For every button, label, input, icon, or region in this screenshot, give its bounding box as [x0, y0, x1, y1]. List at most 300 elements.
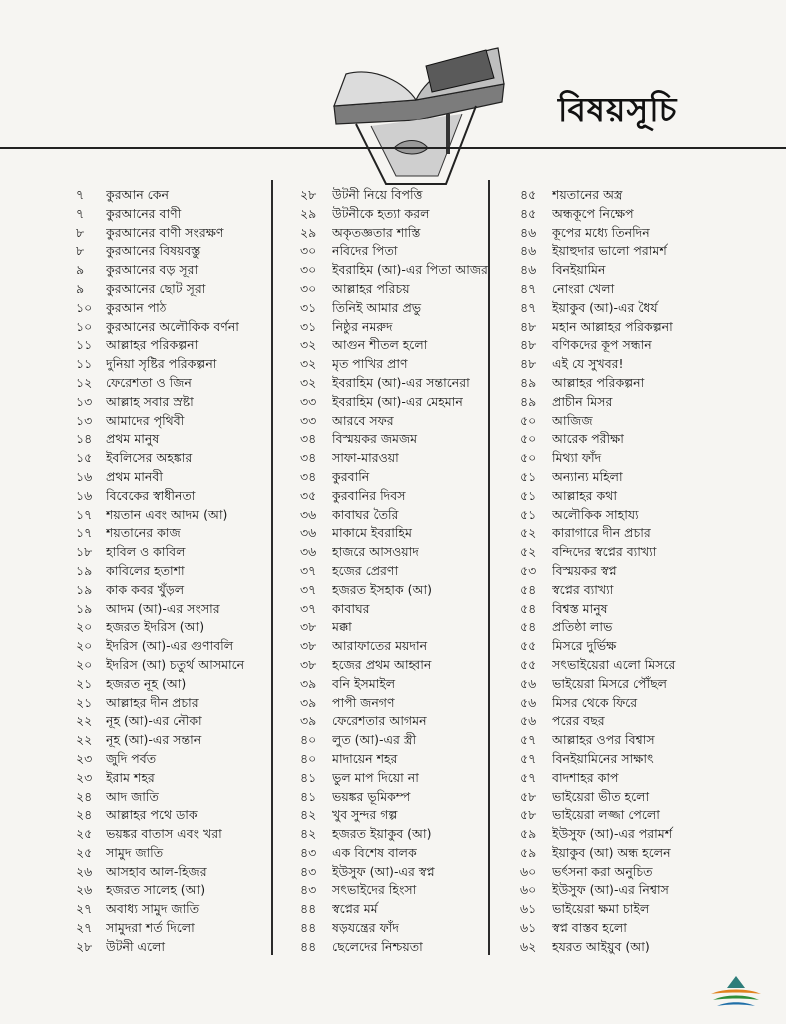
- page-number: ২৮: [76, 938, 93, 954]
- entry-title: ইবরাহিম (আ)-এর মেহমান: [332, 393, 463, 409]
- page-number: ৫৪: [520, 619, 537, 635]
- page-number: ২৫: [76, 844, 93, 860]
- entry-title: উটনীকে হত্যা করল: [332, 205, 430, 221]
- toc-entry: [76, 863, 316, 882]
- entry-title: ইয়াকুব (আ)-এর ধৈর্য: [552, 299, 658, 315]
- page-number: ৩৪: [300, 431, 317, 447]
- toc-entry: [300, 825, 540, 844]
- page-number: ৯: [76, 262, 85, 278]
- page-number: ৫৬: [520, 694, 537, 710]
- toc-entry: [300, 224, 540, 243]
- page-number: ৪৮: [520, 356, 537, 372]
- toc-entry: [300, 881, 540, 900]
- entry-title: আল্লাহর পরিকল্পনা: [552, 374, 645, 390]
- page-number: ২৯: [300, 205, 317, 221]
- page-number: ৪৮: [520, 337, 537, 353]
- page-number: ৫৫: [520, 638, 537, 654]
- header-rule: [0, 147, 786, 149]
- entry-title: কুরআন পাঠ: [106, 299, 167, 315]
- page-number: ৫৪: [520, 600, 537, 616]
- toc-entry: [300, 581, 540, 600]
- page-number: ৫২: [520, 544, 537, 560]
- page-number: ৪৪: [300, 938, 317, 954]
- toc-entry: [520, 600, 760, 619]
- toc-entry: [520, 430, 760, 449]
- page-number: ৮: [76, 243, 85, 259]
- toc-entry: [76, 694, 316, 713]
- toc-entry: [300, 562, 540, 581]
- toc-entry: [520, 449, 760, 468]
- page-number: ৪২: [300, 807, 317, 823]
- toc-entry: [520, 731, 760, 750]
- entry-title: অলৌকিক সাহায্য: [552, 506, 639, 522]
- entry-title: ইয়াকুব (আ) অন্ধ হলেন: [552, 844, 671, 860]
- toc-entry: [76, 393, 316, 412]
- entry-title: কুরআনের অলৌকিক বর্ণনা: [106, 318, 239, 334]
- entry-title: শয়তানের কাজ: [106, 525, 181, 541]
- toc-entry: [76, 731, 316, 750]
- page-number: ২৬: [76, 882, 93, 898]
- toc-entry: [520, 919, 760, 938]
- page-number: ৩৬: [300, 525, 317, 541]
- toc-entry: [76, 468, 316, 487]
- entry-title: আরবে সফর: [332, 412, 394, 428]
- toc-entry: [76, 675, 316, 694]
- page-number: ৭: [76, 187, 85, 202]
- entry-title: ইউসুফ (আ)-এর স্বপ্ন: [332, 863, 435, 879]
- entry-title: সৎভাইদের হিংসা: [332, 882, 417, 898]
- page-number: ২০: [76, 656, 93, 672]
- toc-column-2: [300, 186, 540, 957]
- page-number: ৭: [76, 205, 85, 221]
- page-number: ৩৯: [300, 713, 317, 729]
- toc-entry: [76, 487, 316, 506]
- page-number: ৮: [76, 224, 85, 240]
- entry-title: কাবাঘর: [332, 600, 370, 616]
- entry-title: সামুদরা শর্ত দিলো: [106, 920, 195, 936]
- toc-entry: [520, 205, 760, 224]
- page-number: ১৩: [76, 393, 93, 409]
- toc-entry: [520, 186, 760, 205]
- entry-title: জুদি পর্বত: [106, 750, 157, 766]
- entry-title: সৎভাইয়েরা এলো মিসরে: [552, 656, 676, 672]
- toc-entry: [520, 393, 760, 412]
- entry-title: কুরআন কেন: [106, 187, 169, 202]
- entry-title: পাপী জনগণ: [332, 694, 395, 710]
- toc-entry: [300, 336, 540, 355]
- toc-entry: [300, 506, 540, 525]
- entry-title: স্বপ্নের মর্ম: [332, 901, 378, 917]
- entry-title: সাফা-মারওয়া: [332, 450, 399, 466]
- toc-entry: [520, 900, 760, 919]
- toc-entry: [300, 806, 540, 825]
- page-number: ৩৭: [300, 562, 317, 578]
- entry-title: নূহ (আ)-এর সন্তান: [106, 732, 202, 748]
- toc-entry: [520, 581, 760, 600]
- entry-title: মক্কা: [332, 619, 352, 635]
- toc-entry: [76, 938, 316, 957]
- page-number: ১৯: [76, 600, 93, 616]
- toc-entry: [520, 412, 760, 431]
- page-number: ৩২: [300, 374, 317, 390]
- page-number: ১০: [76, 318, 93, 334]
- page-number: ১৫: [76, 450, 93, 466]
- entry-title: ইউসুফ (আ)-এর নিশ্বাস: [552, 882, 669, 898]
- entry-title: মিসরে দুর্ভিক্ষ: [552, 638, 617, 654]
- page-number: ৩১: [300, 318, 317, 334]
- page-number: ১৬: [76, 487, 93, 503]
- page-number: ২১: [76, 694, 93, 710]
- toc-entry: [300, 374, 540, 393]
- page-number: ৫১: [520, 468, 537, 484]
- page-number: ৬১: [520, 920, 537, 936]
- toc-entry: [520, 863, 760, 882]
- toc-entry: [520, 543, 760, 562]
- toc-entry: [300, 280, 540, 299]
- toc-entry: [76, 712, 316, 731]
- toc-entry: [76, 374, 316, 393]
- page-number: ৬০: [520, 882, 537, 898]
- entry-title: ইরাম শহর: [106, 769, 155, 785]
- page-number: ২২: [76, 732, 93, 748]
- page-number: ১৪: [76, 431, 93, 447]
- toc-entry: [76, 280, 316, 299]
- toc-entry: [300, 543, 540, 562]
- entry-title: ইয়াহুদার ভালো পরামর্শ: [552, 243, 667, 259]
- page-number: ৪৩: [300, 844, 317, 860]
- toc-entry: [300, 750, 540, 769]
- page-number: ২৭: [76, 901, 93, 917]
- toc-entry: [520, 637, 760, 656]
- toc-entry: [300, 205, 540, 224]
- toc-entry: [76, 581, 316, 600]
- page-title: বিষয়সূচি: [558, 90, 678, 129]
- toc-entry: [300, 618, 540, 637]
- toc-column-3: [520, 186, 760, 957]
- page-number: ৫৬: [520, 675, 537, 691]
- toc-entry: [76, 299, 316, 318]
- entry-title: কাবাঘর তৈরি: [332, 506, 399, 522]
- page-number: ৫৯: [520, 826, 537, 842]
- entry-title: হজরত ইয়াকুব (আ): [332, 826, 432, 842]
- page-number: ৪৭: [520, 280, 537, 296]
- entry-title: নূহ (আ)-এর নৌকা: [106, 713, 202, 729]
- entry-title: নোংরা খেলা: [552, 280, 615, 296]
- entry-title: তিনিই আমার প্রভু: [332, 299, 422, 315]
- entry-title: অবাধ্য সামুদ জাতি: [106, 901, 200, 917]
- page-number: ৩২: [300, 337, 317, 353]
- page-number: ৫৩: [520, 562, 537, 578]
- page-number: ২৫: [76, 826, 93, 842]
- entry-title: ইবরাহিম (আ)-এর সন্তানেরা: [332, 374, 470, 390]
- toc-entry: [300, 900, 540, 919]
- page-number: ২০: [76, 638, 93, 654]
- page-number: ৪৩: [300, 882, 317, 898]
- toc-entry: [76, 750, 316, 769]
- page-number: ২২: [76, 713, 93, 729]
- toc-entry: [76, 430, 316, 449]
- toc-entry: [76, 806, 316, 825]
- toc-entry: [76, 543, 316, 562]
- page-number: ৫৭: [520, 750, 537, 766]
- toc-entry: [520, 318, 760, 337]
- toc-entry: [76, 506, 316, 525]
- page-number: ৩৯: [300, 675, 317, 691]
- entry-title: হজরত ইদরিস (আ): [106, 619, 205, 635]
- toc-entry: [76, 449, 316, 468]
- page-number: ৩২: [300, 356, 317, 372]
- page-number: ৩০: [300, 243, 317, 259]
- entry-title: উটনী এলো: [106, 938, 166, 954]
- entry-title: আল্লাহর পরিকল্পনা: [106, 337, 199, 353]
- page-number: ৪৪: [300, 901, 317, 917]
- page-number: ৪৫: [520, 187, 537, 202]
- toc-entry: [520, 261, 760, 280]
- toc-entry: [520, 299, 760, 318]
- entry-title: কারাগারে দীন প্রচার: [552, 525, 651, 541]
- entry-title: মিথ্যা ফাঁদ: [552, 450, 602, 466]
- page-number: ৩৪: [300, 450, 317, 466]
- page-number: ৫০: [520, 450, 537, 466]
- page-number: ৩৮: [300, 619, 317, 635]
- page-number: ১৩: [76, 412, 93, 428]
- entry-title: উটনী নিয়ে বিপত্তি: [332, 187, 423, 202]
- entry-title: হজের প্রথম আহ্বান: [332, 656, 432, 672]
- toc-entry: [520, 487, 760, 506]
- entry-title: বন্দিদের স্বপ্নের ব্যাখ্যা: [552, 544, 657, 560]
- toc-entry: [300, 637, 540, 656]
- page-number: ২৪: [76, 788, 93, 804]
- page-number: ২৪: [76, 807, 93, 823]
- toc-entry: [520, 750, 760, 769]
- entry-title: ইউসুফ (আ)-এর পরামর্শ: [552, 826, 673, 842]
- entry-title: কুরআনের বাণী: [106, 205, 182, 221]
- entry-title: ভাইয়েরা ভীত হলো: [552, 788, 650, 804]
- toc-entry: [300, 468, 540, 487]
- toc-entry: [76, 600, 316, 619]
- toc-entry: [300, 393, 540, 412]
- entry-title: কাবিলের হতাশা: [106, 562, 185, 578]
- page-number: ৪৯: [520, 393, 537, 409]
- entry-title: ইবরাহিম (আ)-এর পিতা আজর: [332, 262, 488, 278]
- page-number: ৫৬: [520, 713, 537, 729]
- entry-title: খুব সুন্দর গল্প: [332, 807, 398, 823]
- page-number: ২৭: [76, 920, 93, 936]
- toc-entry: [300, 600, 540, 619]
- entry-title: আল্লাহর দীন প্রচার: [106, 694, 199, 710]
- entry-title: হজের প্রেরণা: [332, 562, 399, 578]
- toc-entry: [520, 694, 760, 713]
- page-number: ৩৯: [300, 694, 317, 710]
- toc-entry: [76, 355, 316, 374]
- toc-entry: [300, 788, 540, 807]
- toc-entry: [300, 355, 540, 374]
- page-number: ৪৩: [300, 863, 317, 879]
- entry-title: আমাদের পৃথিবী: [106, 412, 185, 428]
- entry-title: আদম (আ)-এর সংসার: [106, 600, 220, 616]
- page-number: ৫১: [520, 506, 537, 522]
- entry-title: কুরবানি: [332, 468, 370, 484]
- toc-entry: [76, 788, 316, 807]
- toc-entry: [76, 881, 316, 900]
- entry-title: মাদায়েন শহর: [332, 750, 398, 766]
- toc-entry: [300, 844, 540, 863]
- toc-entry: [300, 449, 540, 468]
- entry-title: বণিকদের কূপ সন্ধান: [552, 337, 652, 353]
- toc-entry: [300, 412, 540, 431]
- toc-entry: [520, 336, 760, 355]
- entry-title: দুনিয়া সৃষ্টির পরিকল্পনা: [106, 356, 217, 372]
- entry-title: প্রথম মানুষ: [106, 431, 160, 447]
- toc-entry: [520, 280, 760, 299]
- entry-title: কুরআনের বাণী সংরক্ষণ: [106, 224, 224, 240]
- entry-title: হজরত সালেহ (আ): [106, 882, 206, 898]
- entry-title: বিশ্বস্ত মানুষ: [552, 600, 608, 616]
- page-number: ২৮: [300, 187, 317, 202]
- entry-title: আল্লাহর ওপর বিশ্বাস: [552, 732, 655, 748]
- entry-title: প্রতিষ্ঠা লাভ: [552, 619, 613, 635]
- toc-entry: [300, 487, 540, 506]
- page-number: ৪৪: [300, 920, 317, 936]
- entry-title: ভাইয়েরা ক্ষমা চাইল: [552, 901, 650, 917]
- entry-title: হাবিল ও কাবিল: [106, 544, 186, 560]
- toc-entry: [520, 788, 760, 807]
- entry-title: স্বপ্নের ব্যাখ্যা: [552, 581, 614, 597]
- page-number: ৪০: [300, 750, 317, 766]
- entry-title: বিনইয়ামিন: [552, 262, 606, 278]
- toc-entry: [76, 844, 316, 863]
- page-number: ৫১: [520, 487, 537, 503]
- page-number: ৪৮: [520, 318, 537, 334]
- entry-title: আল্লাহ সবার স্রষ্টা: [106, 393, 194, 409]
- toc-entry: [520, 769, 760, 788]
- toc-entry: [520, 938, 760, 957]
- entry-title: ফেরেশতা ও জিন: [106, 374, 192, 390]
- toc-entry: [520, 224, 760, 243]
- toc-entry: [76, 336, 316, 355]
- entry-title: ভর্ৎসনা করা অনুচিত: [552, 863, 653, 879]
- entry-title: কুরআনের ছোট সূরা: [106, 280, 206, 296]
- entry-title: নিষ্ঠুর নমরুদ: [332, 318, 393, 334]
- page-number: ৫০: [520, 431, 537, 447]
- toc-entry: [520, 355, 760, 374]
- entry-title: বিস্ময়কর জমজম: [332, 431, 418, 447]
- page-number: ২০: [76, 619, 93, 635]
- page-number: ৩৮: [300, 638, 317, 654]
- page-number: ৩৬: [300, 506, 317, 522]
- page-number: ৫৮: [520, 807, 537, 823]
- toc-entry: [300, 242, 540, 261]
- entry-title: ইদরিস (আ)-এর গুণাবলি: [106, 638, 234, 654]
- toc-entry: [76, 562, 316, 581]
- page-number: ৪৭: [520, 299, 537, 315]
- entry-title: কূপের মধ্যে তিনদিন: [552, 224, 650, 240]
- page-number: ২৩: [76, 750, 93, 766]
- entry-title: বিবেকের স্বাধীনতা: [106, 487, 196, 503]
- page-number: ১৬: [76, 468, 93, 484]
- entry-title: বনি ইসমাইল: [332, 675, 396, 691]
- entry-title: আগুন শীতল হলো: [332, 337, 428, 353]
- entry-title: শয়তানের অস্ত্র: [552, 187, 623, 202]
- entry-title: স্বপ্ন বাস্তব হলো: [552, 920, 627, 936]
- entry-title: বাদশাহর কাপ: [552, 769, 619, 785]
- page-number: ৩৪: [300, 468, 317, 484]
- page-number: ৫৮: [520, 788, 537, 804]
- entry-title: হজরত ইসহাক (আ): [332, 581, 432, 597]
- page-number: ১৯: [76, 562, 93, 578]
- page-number: ৫৪: [520, 581, 537, 597]
- entry-title: কুরআনের বিষয়বস্তু: [106, 243, 201, 259]
- entry-title: ভাইয়েরা লজ্জা পেলো: [552, 807, 660, 823]
- page-number: ৪৬: [520, 224, 537, 240]
- page-number: ৪১: [300, 769, 317, 785]
- page-number: ৩০: [300, 262, 317, 278]
- page-number: ৪৫: [520, 205, 537, 221]
- entry-title: বিনইয়ামিনের সাক্ষাৎ: [552, 750, 654, 766]
- page-number: ৩৮: [300, 656, 317, 672]
- entry-title: লুত (আ)-এর স্ত্রী: [332, 732, 417, 748]
- entry-title: বিস্ময়কর স্বপ্ন: [552, 562, 617, 578]
- toc-entry: [520, 806, 760, 825]
- entry-title: আল্লাহর পথে ডাক: [106, 807, 198, 823]
- toc-entry: [300, 938, 540, 957]
- toc-entry: [300, 318, 540, 337]
- entry-title: আরেক পরীক্ষা: [552, 431, 624, 447]
- entry-title: আদ জাতি: [106, 788, 159, 804]
- toc-entry: [76, 412, 316, 431]
- toc-entry: [520, 712, 760, 731]
- page-number: ২৬: [76, 863, 93, 879]
- quran-on-stand-illustration: [316, 44, 516, 204]
- page-number: ৫০: [520, 412, 537, 428]
- entry-title: ভুল মাপ দিয়ো না: [332, 769, 419, 785]
- entry-title: আসহাব আল-হিজর: [106, 863, 207, 879]
- page-number: ৪৬: [520, 243, 537, 259]
- entry-title: প্রথম মানবী: [106, 468, 163, 484]
- page-number: ৫২: [520, 525, 537, 541]
- entry-title: ইদরিস (আ) চতুর্থ আসমানে: [106, 656, 245, 672]
- page-number: ৬১: [520, 901, 537, 917]
- toc-entry: [76, 261, 316, 280]
- toc-entry: [300, 919, 540, 938]
- toc-entry: [300, 656, 540, 675]
- entry-title: কুরবানির দিবস: [332, 487, 406, 503]
- toc-entry: [300, 769, 540, 788]
- entry-title: অন্যান্য মহিলা: [552, 468, 623, 484]
- page-number: ৩৭: [300, 600, 317, 616]
- entry-title: আরাফাতের ময়দান: [332, 638, 428, 654]
- entry-title: পরের বছর: [552, 713, 605, 729]
- toc-entry: [300, 186, 540, 205]
- page-number: ৫৯: [520, 844, 537, 860]
- page-number: ৫৭: [520, 769, 537, 785]
- page-number: ৩৭: [300, 581, 317, 597]
- toc-entry: [300, 712, 540, 731]
- entry-title: আজিজ: [552, 412, 593, 428]
- entry-title: হযরত আইয়ুব (আ): [552, 938, 650, 954]
- entry-title: মৃত পাখির প্রাণ: [332, 356, 408, 372]
- toc-entry: [300, 675, 540, 694]
- page-number: ৩০: [300, 280, 317, 296]
- page-number: ৩৩: [300, 393, 317, 409]
- toc-entry: [300, 731, 540, 750]
- toc-entry: [76, 186, 316, 205]
- entry-title: ফেরেশতার আগমন: [332, 713, 427, 729]
- toc-entry: [300, 863, 540, 882]
- entry-title: সামুদ জাতি: [106, 844, 164, 860]
- entry-title: ভয়ঙ্কর বাতাস এবং খরা: [106, 826, 222, 842]
- page-number: ২৩: [76, 769, 93, 785]
